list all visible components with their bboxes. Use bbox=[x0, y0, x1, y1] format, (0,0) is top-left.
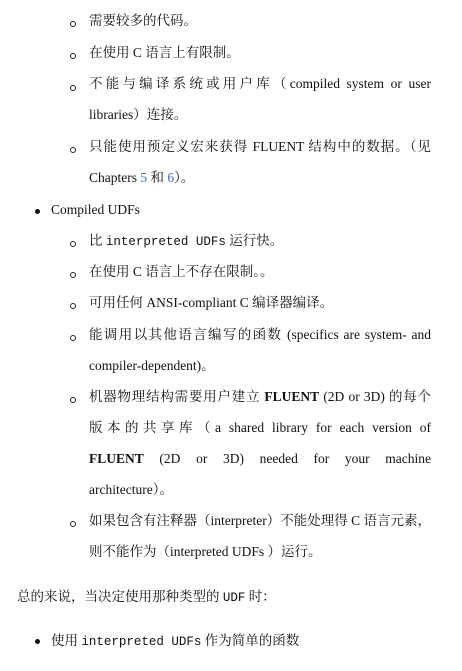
bullet-hollow bbox=[70, 397, 76, 403]
list-item: 只能使用预定义宏来获得 FLUENT 结构中的数据。（见 bbox=[89, 139, 431, 154]
summary-text: 总的来说，当决定使用那种类型的 bbox=[17, 589, 220, 604]
item-text: 比 bbox=[89, 233, 103, 248]
item-text: 运行快。 bbox=[229, 233, 284, 248]
bullet-solid bbox=[35, 209, 40, 214]
item-text: (2D or 3D) 的每个 bbox=[323, 389, 432, 404]
list-item-continuation: 版本的共享库（a shared library for each version of bbox=[89, 420, 431, 435]
list-item: 在使用 C 语言上不存在限制。。 bbox=[89, 264, 274, 279]
bullet-solid bbox=[35, 639, 40, 644]
summary-paragraph bbox=[17, 587, 276, 608]
and-text: 和 bbox=[150, 170, 164, 185]
list-item-continuation: architecture）。 bbox=[89, 482, 173, 497]
chapters-text: Chapters bbox=[89, 170, 137, 185]
list-item: 如果包含有注释器（interpreter）不能处理得 C 语言元素， bbox=[89, 513, 431, 528]
fluent-bold: FLUENT bbox=[89, 451, 144, 466]
chapter-5-link[interactable]: 5 bbox=[140, 170, 148, 185]
bullet-hollow bbox=[70, 21, 76, 27]
closing-text: ）。 bbox=[174, 170, 195, 185]
bullet-hollow bbox=[70, 53, 76, 59]
item-text: 使用 bbox=[51, 633, 78, 648]
bullet-hollow bbox=[70, 521, 76, 527]
list-item: 需要较多的代码。 bbox=[89, 13, 197, 28]
bullet-hollow bbox=[70, 303, 76, 309]
list-item-continuation bbox=[89, 449, 431, 469]
fluent-bold: FLUENT bbox=[264, 389, 320, 404]
list-item-continuation: 则不能作为（interpreted UDFs ）运行。 bbox=[89, 544, 322, 559]
list-item-continuation: compiler-dependent)。 bbox=[89, 358, 215, 373]
bullet-hollow bbox=[70, 241, 76, 247]
list-item: 可用任何 ANSI-compliant C 编译器编译。 bbox=[89, 295, 334, 310]
bullet-hollow bbox=[70, 335, 76, 341]
item-text: (2D or 3D) needed for your machine bbox=[159, 451, 431, 466]
bullet-hollow bbox=[70, 85, 76, 91]
chapter-6-link[interactable]: 6 bbox=[167, 170, 175, 185]
code-text: interpreted UDFs bbox=[105, 235, 226, 249]
list-item-continuation bbox=[89, 168, 194, 188]
list-item: 不能与编译系统或用户库（compiled system or user bbox=[89, 76, 431, 91]
code-text: UDF bbox=[222, 591, 246, 605]
list-item-continuation: libraries）连接。 bbox=[89, 107, 188, 122]
bullet-hollow bbox=[70, 147, 76, 153]
summary-text: 时： bbox=[248, 589, 276, 604]
list-item bbox=[51, 631, 299, 652]
section-heading: Compiled UDFs bbox=[51, 202, 140, 217]
item-text: 机器物理结构需要用户建立 bbox=[89, 389, 261, 404]
list-item bbox=[89, 231, 283, 252]
code-text: interpreted UDFs bbox=[81, 635, 202, 649]
bullet-hollow bbox=[70, 272, 76, 278]
list-item: 能调用以其他语言编写的函数 (specifics are system- and bbox=[89, 327, 431, 342]
list-item bbox=[89, 387, 431, 407]
item-text: 作为简单的函数 bbox=[204, 633, 300, 648]
list-item: 在使用 C 语言上有限制。 bbox=[89, 45, 240, 60]
